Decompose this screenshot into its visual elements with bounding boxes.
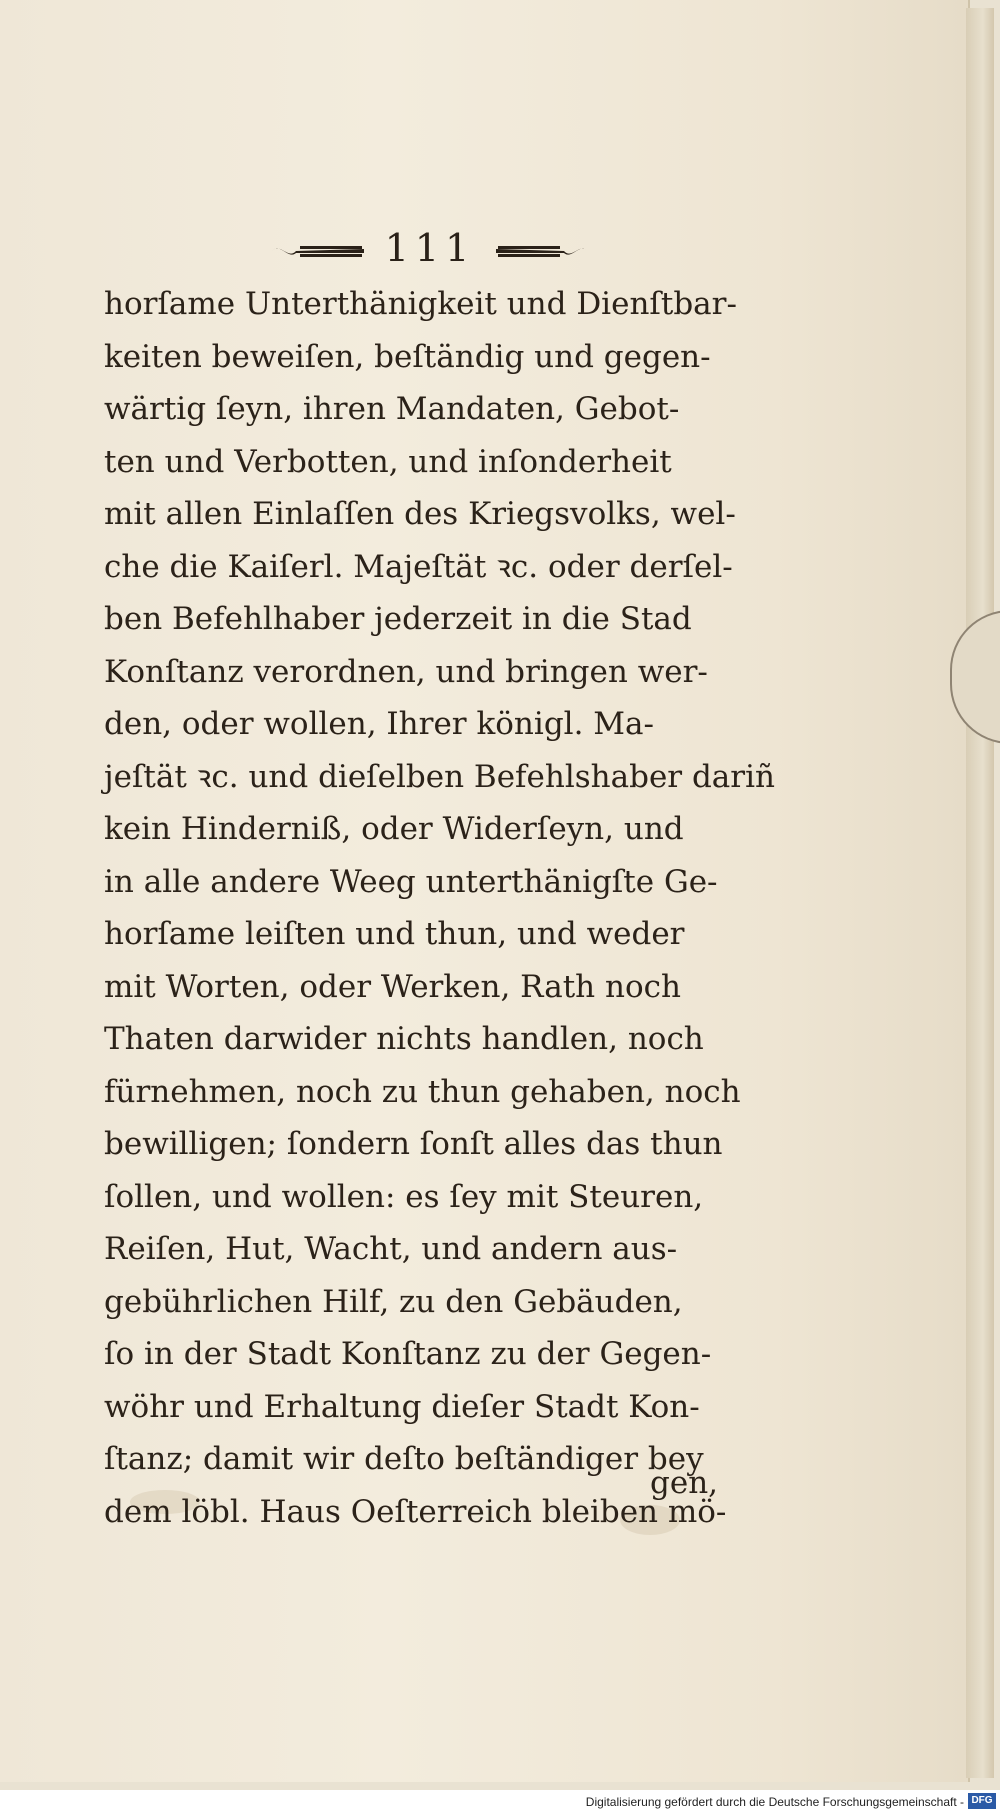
text-line: keiten beweiſen, beſtändig und gegen- bbox=[104, 338, 711, 375]
text-line: wöhr und Erhaltung dieſer Stadt Kon- bbox=[104, 1388, 700, 1425]
page-header bbox=[270, 226, 590, 270]
dfg-logo: DFG bbox=[968, 1793, 996, 1809]
text-line: jeſtät ꝛc. und dieſelben Befehlshaber dariñ bbox=[104, 758, 775, 795]
text-line: ten und Verbotten, und inſonderheit bbox=[104, 443, 672, 480]
text-line: ſo in der Stadt Konſtanz zu der Gegen- bbox=[104, 1336, 712, 1372]
text-line: gebührlichen Hilf, zu den Gebäuden, bbox=[104, 1283, 683, 1320]
text-line: kein Hinderniß, oder Widerſeyn, und bbox=[104, 811, 684, 847]
footer-credit: Digitalisierung gefördert durch die Deutsche Forschungsgemeinschaft - bbox=[585, 1795, 964, 1809]
right-ornament-icon bbox=[494, 242, 590, 260]
text-line: ſollen, und wollen: es ſey mit Steuren, bbox=[104, 1178, 704, 1215]
catchword: gen, bbox=[650, 1465, 719, 1501]
page-edge bbox=[966, 8, 994, 1778]
text-line: Thaten darwider nichts handlen, noch bbox=[104, 1021, 704, 1057]
text-line: horſame Unterthänigkeit und Dienſtbar- bbox=[104, 286, 737, 322]
text-line: Reiſen, Hut, Wacht, und andern aus- bbox=[104, 1231, 678, 1267]
text-line: che die Kaiſerl. Majeſtät ꝛc. oder derſel- bbox=[104, 548, 733, 585]
text-line: ſtanz; damit wir deſto beſtändiger bey bbox=[104, 1441, 704, 1477]
page-number: 111 bbox=[384, 226, 476, 270]
text-line: horſame leiſten und thun, und weder bbox=[104, 916, 685, 952]
text-line: Konſtanz verordnen, und bringen wer- bbox=[104, 653, 708, 690]
body-text bbox=[104, 278, 775, 1538]
text-line: wärtig ſeyn, ihren Mandaten, Gebot- bbox=[104, 391, 680, 427]
text-line: mit Worten, oder Werken, Rath noch bbox=[104, 968, 681, 1005]
text-line: den, oder wollen, Ihrer königl. Ma- bbox=[104, 706, 654, 742]
digitization-footer bbox=[0, 1790, 1000, 1814]
text-line: ben Befehlhaber jederzeit in die Stad bbox=[104, 601, 692, 637]
text-line: in alle andere Weeg unterthänigſte Ge- bbox=[104, 863, 718, 900]
text-line: mit allen Einlaſſen des Kriegsvolks, wel- bbox=[104, 496, 736, 532]
text-line: fürnehmen, noch zu thun gehaben, noch bbox=[104, 1073, 741, 1110]
text-line: bewilligen; ſondern ſonſt alles das thun bbox=[104, 1126, 723, 1162]
text-line: dem löbl. Haus Oeſterreich bleiben mö- bbox=[104, 1493, 727, 1530]
